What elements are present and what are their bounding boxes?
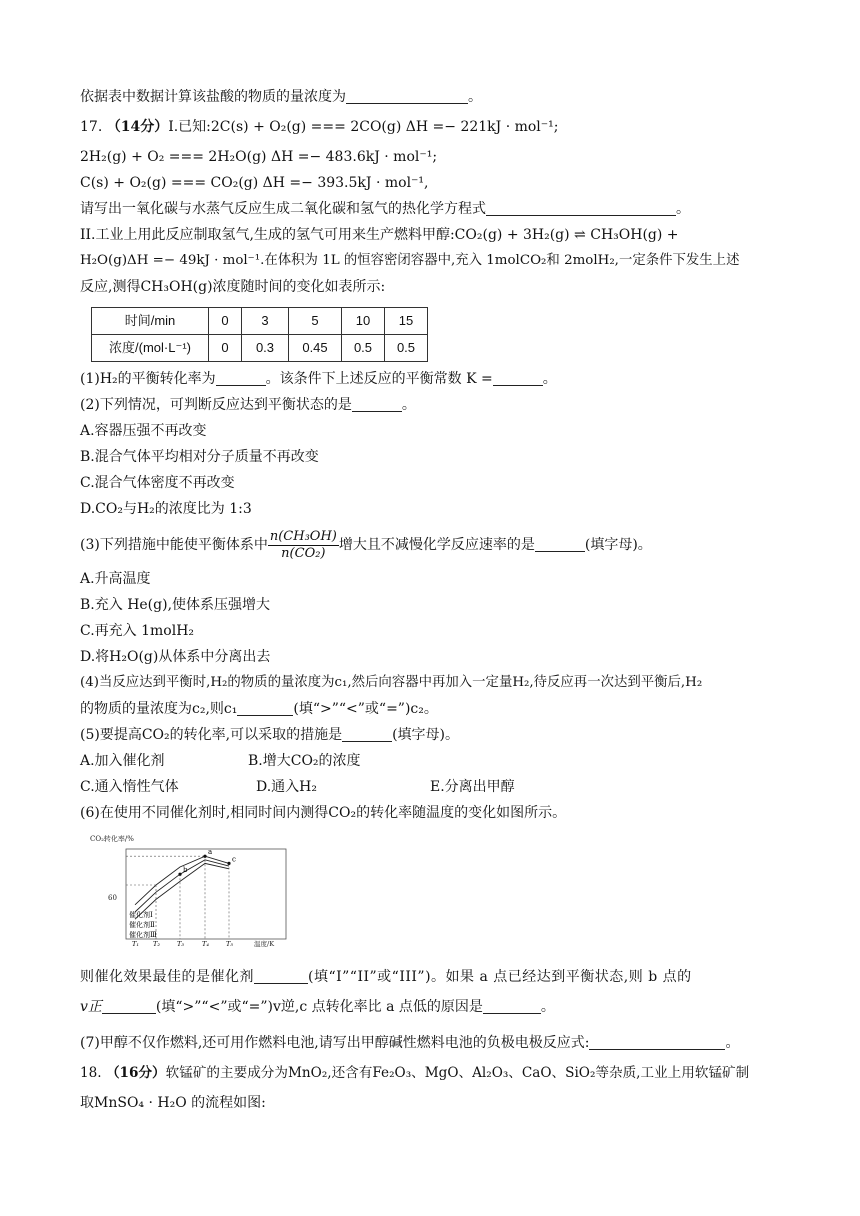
- option: [80, 444, 319, 470]
- text-line: [80, 366, 557, 392]
- equation: I.已知:2C(s) + O₂(g) === 2CO(g) ΔH =− 221kJ · mol⁻¹;: [168, 119, 559, 135]
- option: [80, 566, 151, 592]
- point-label: a: [208, 848, 213, 857]
- text-line: [80, 528, 652, 562]
- option: D.通入H₂: [256, 779, 317, 795]
- text-line: [80, 994, 555, 1020]
- text-line: [80, 722, 459, 748]
- table-cell: 5: [289, 308, 342, 335]
- fraction-denominator: n(CO₂): [281, 545, 326, 561]
- table-row: [92, 308, 428, 335]
- text: (1)H₂的平衡转化率为: [80, 371, 216, 387]
- text-line: [80, 84, 482, 110]
- text: 。: [401, 397, 416, 413]
- question-18-header: [80, 1060, 749, 1086]
- x-tick-label: T₃: [177, 940, 184, 948]
- text: 。该条件下上述反应的平衡常数 K =: [265, 371, 493, 387]
- text-line: [80, 274, 385, 300]
- x-tick-label: T₅: [226, 940, 233, 948]
- answer-blank[interactable]: [352, 395, 402, 412]
- text-line: [80, 800, 566, 826]
- option: [80, 496, 252, 522]
- text-line: [80, 1030, 739, 1056]
- text-line: [80, 222, 679, 248]
- text: 则催化效果最佳的是催化剂: [80, 969, 254, 985]
- answer-blank[interactable]: [342, 725, 392, 742]
- legend-label: 催化剂Ⅲ: [129, 931, 157, 939]
- table-cell: 0: [209, 308, 242, 335]
- fraction-numerator: n(CH₃OH): [269, 528, 337, 544]
- text: (填字母)。: [584, 537, 652, 553]
- text: 取MnSO₄ · H₂O 的流程如图:: [80, 1095, 266, 1111]
- text: 。: [540, 999, 555, 1015]
- equation-line: [80, 144, 437, 170]
- text: (7)甲醇不仅作燃料,还可用作燃料电池,请写出甲醇碱性燃料电池的负极电极反应式:: [80, 1035, 590, 1051]
- option: [80, 470, 235, 496]
- option: [80, 592, 270, 618]
- text: 。: [468, 89, 482, 105]
- score-label: （14分）: [106, 119, 169, 135]
- text: D.CO₂与H₂的浓度比为 1:3: [80, 501, 252, 517]
- text: (5)要提高CO₂的转化率,可以采取的措施是: [80, 727, 343, 743]
- score-label: （16分）: [105, 1065, 166, 1081]
- answer-blank[interactable]: [346, 87, 468, 104]
- answer-blank[interactable]: [486, 199, 676, 216]
- point-label: c: [232, 855, 236, 864]
- legend-label: 催化剂Ⅱ: [129, 921, 155, 929]
- text: 请写出一氧化碳与水蒸气反应生成二氧化碳和氢气的热化学方程式: [80, 201, 486, 217]
- text-line: [80, 696, 438, 722]
- x-axis-label: 温度/K: [254, 940, 275, 948]
- option: [80, 644, 270, 670]
- fraction: [268, 529, 339, 562]
- answer-blank[interactable]: [237, 699, 293, 716]
- table-cell: 时间/min: [92, 308, 209, 335]
- table-row: [92, 335, 428, 362]
- text: (填“I”“II”或“III”)。如果 a 点已经达到平衡状态,则 b 点的: [308, 969, 692, 985]
- text: C.混合气体密度不再改变: [80, 475, 235, 491]
- question-number: 18.: [80, 1065, 102, 1081]
- text: 软锰矿的主要成分为MnO₂,还含有Fe₂O₃、MgO、Al₂O₃、CaO、SiO₂等杂质,工业上用软锰矿制: [165, 1065, 750, 1081]
- option-row: [256, 774, 317, 800]
- text: (3)下列措施中能使平衡体系中: [80, 537, 268, 553]
- option: [80, 418, 207, 444]
- text: (填“>”“<”或“=”)v逆,c 点转化率比 a 点低的原因是: [155, 999, 483, 1015]
- answer-blank[interactable]: [493, 369, 543, 386]
- text: 反应,测得CH₃OH(g)浓度随时间的变化如表所示:: [80, 279, 386, 295]
- text: D.将H₂O(g)从体系中分离出去: [80, 649, 271, 665]
- text-line: [80, 196, 690, 222]
- text: 的物质的量浓度为c₂,则c₁: [80, 701, 238, 717]
- text: (6)在使用不同催化剂时,相同时间内测得CO₂的转化率随温度的变化如图所示。: [80, 805, 567, 821]
- text-line: [80, 248, 739, 274]
- option-row: [248, 748, 361, 774]
- text: II.工业上用此反应制取氢气,生成的氢气可用来生产燃料甲醇:CO₂(g) + 3H₂(g) ⇌ CH₃OH(g) +: [80, 227, 679, 243]
- option: C.通入惰性气体: [80, 779, 179, 795]
- y-tick-label: 60: [108, 894, 117, 902]
- table-cell: 15: [385, 308, 428, 335]
- answer-blank[interactable]: [216, 369, 266, 386]
- text: (4)当反应达到平衡时,H₂的物质的量浓度为c₁,然后向容器中再加入一定量H₂,待反应再一次达到平衡后,H₂: [80, 675, 703, 690]
- text: 。: [676, 201, 690, 217]
- v-forward-symbol: v正: [80, 999, 102, 1015]
- legend-label: 催化剂Ⅰ: [129, 911, 153, 919]
- option: E.分离出甲醇: [430, 779, 515, 795]
- text: 。: [542, 371, 557, 387]
- table-cell: 0.3: [242, 335, 289, 362]
- text: 依据表中数据计算该盐酸的物质的量浓度为: [80, 89, 346, 105]
- text-line: [80, 670, 702, 696]
- answer-blank[interactable]: [535, 535, 585, 552]
- x-tick-label: T₁: [132, 940, 139, 948]
- text: B.充入 He(g),使体系压强增大: [80, 597, 271, 613]
- text: A.容器压强不再改变: [80, 423, 207, 439]
- y-axis-label: CO₂转化率/%: [90, 835, 134, 843]
- concentration-table: [91, 307, 428, 362]
- option: B.增大CO₂的浓度: [248, 753, 361, 769]
- text: (2)下列情况，可判断反应达到平衡状态的是: [80, 397, 352, 413]
- answer-blank[interactable]: [589, 1033, 725, 1050]
- point-c: [227, 862, 230, 865]
- point-b: [178, 873, 181, 876]
- question-17-header: [80, 114, 559, 140]
- table-cell: 0.45: [289, 335, 342, 362]
- text: A.升高温度: [80, 571, 151, 587]
- x-tick-label: T₂: [153, 940, 160, 948]
- table-cell: 10: [342, 308, 385, 335]
- text-line: [80, 392, 416, 418]
- equation: C(s) + O₂(g) === CO₂(g) ΔH =− 393.5kJ · mol⁻¹,: [80, 175, 429, 191]
- x-tick-label: T₄: [202, 940, 209, 948]
- text-line: [80, 964, 692, 990]
- table-cell: 浓度/(mol·L⁻¹): [92, 335, 209, 362]
- point-label: b: [183, 866, 188, 875]
- table-cell: 0.5: [385, 335, 428, 362]
- conversion-chart: [88, 830, 298, 950]
- option: [80, 618, 194, 644]
- option-row: [80, 774, 179, 800]
- text: (填字母)。: [392, 727, 460, 743]
- question-number: 17.: [80, 119, 103, 135]
- table-cell: 3: [242, 308, 289, 335]
- answer-blank[interactable]: [102, 997, 156, 1014]
- answer-blank[interactable]: [483, 997, 541, 1014]
- text: H₂O(g)ΔH =− 49kJ · mol⁻¹.在体积为 1L 的恒容密闭容器中,充入 1molCO₂和 2molH₂,一定条件下发生上述: [80, 253, 740, 268]
- table-cell: 0: [209, 335, 242, 362]
- point-a: [203, 855, 206, 858]
- text-line: [80, 1090, 266, 1116]
- text: 增大且不减慢化学反应速率的是: [338, 537, 535, 553]
- option-row: [80, 748, 165, 774]
- text: C.再充入 1molH₂: [80, 623, 195, 639]
- text: B.混合气体平均相对分子质量不再改变: [80, 449, 319, 465]
- option: A.加入催化剂: [80, 753, 165, 769]
- option-row: [430, 774, 515, 800]
- equation: 2H₂(g) + O₂ === 2H₂O(g) ΔH =− 483.6kJ · mol⁻¹;: [80, 149, 438, 165]
- text: 。: [725, 1035, 740, 1051]
- equation-line: [80, 170, 429, 196]
- series-line-2: [135, 860, 229, 912]
- text: (填“>”“<”或“=”)c₂。: [293, 701, 438, 717]
- table-cell: 0.5: [342, 335, 385, 362]
- answer-blank[interactable]: [254, 967, 308, 984]
